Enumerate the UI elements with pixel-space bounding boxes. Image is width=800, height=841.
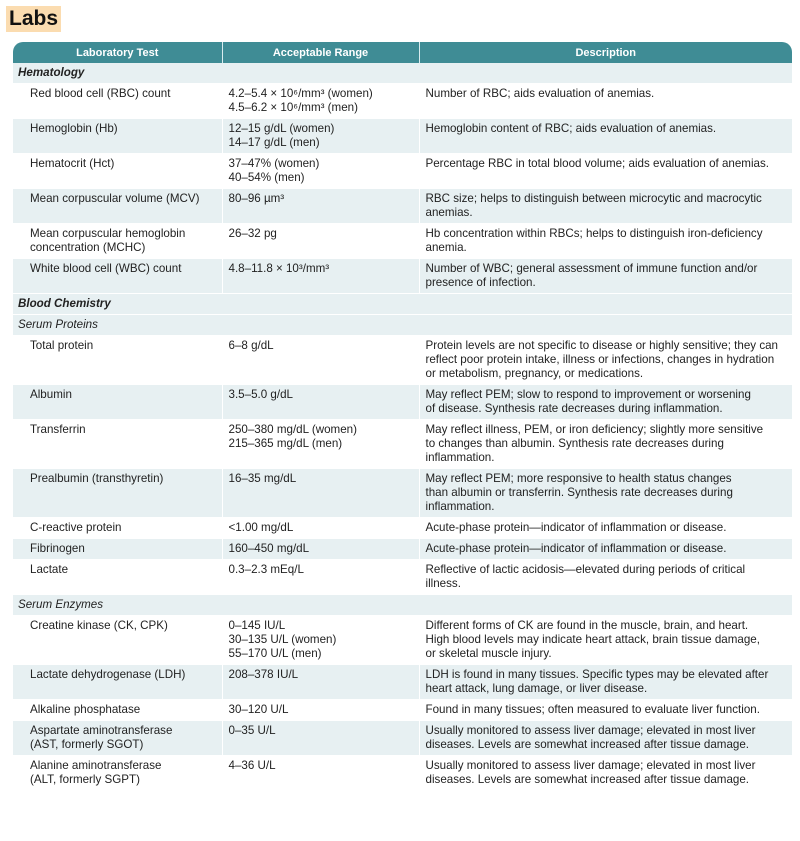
cell-line: Usually monitored to assess liver damage; elevated in most liver bbox=[425, 759, 756, 772]
cell-line: 12–15 g/dL (women) bbox=[228, 122, 335, 135]
cell-test bbox=[13, 518, 222, 539]
cell-description bbox=[419, 616, 792, 665]
cell-line: <1.00 mg/dL bbox=[228, 521, 294, 534]
cell-test bbox=[13, 119, 222, 154]
cell-test bbox=[13, 259, 222, 294]
table-row bbox=[13, 665, 792, 700]
cell-line: Lactate bbox=[30, 563, 69, 576]
cell-line: 40–54% (men) bbox=[228, 171, 305, 184]
table-row bbox=[13, 119, 792, 154]
cell-line: inflammation. bbox=[425, 451, 495, 464]
cell-line: Found in many tissues; often measured to evaluate liver function. bbox=[425, 703, 760, 716]
cell-range bbox=[222, 469, 419, 518]
cell-line: May reflect PEM; more responsive to health status changes bbox=[425, 472, 732, 485]
cell-line: inflammation. bbox=[425, 500, 495, 513]
table-row bbox=[13, 259, 792, 294]
cell-test bbox=[13, 539, 222, 560]
cell-description bbox=[419, 721, 792, 756]
cell-line: High blood levels may indicate heart attack, brain tissue damage, bbox=[425, 633, 760, 646]
cell-line: anemias. bbox=[425, 206, 473, 219]
table-row bbox=[13, 539, 792, 560]
cell-range bbox=[222, 539, 419, 560]
cell-range bbox=[222, 224, 419, 259]
cell-line: 30–120 U/L bbox=[228, 703, 289, 716]
cell-range bbox=[222, 385, 419, 420]
cell-line: 14–17 g/dL (men) bbox=[228, 136, 320, 149]
cell-line: Alanine aminotransferase bbox=[30, 759, 162, 772]
cell-description bbox=[419, 560, 792, 595]
cell-description bbox=[419, 385, 792, 420]
header-laboratory-test: Laboratory Test bbox=[13, 42, 222, 63]
cell-line: Different forms of CK are found in the muscle, brain, and heart. bbox=[425, 619, 749, 632]
cell-test bbox=[13, 700, 222, 721]
cell-line: 250–380 mg/dL (women) bbox=[228, 423, 357, 436]
table-row bbox=[13, 756, 792, 791]
cell-line: Percentage RBC in total blood volume; aids evaluation of anemias. bbox=[425, 157, 770, 170]
cell-description bbox=[419, 700, 792, 721]
section-heading-label: Blood Chemistry bbox=[13, 294, 792, 315]
cell-line: (ALT, formerly SGPT) bbox=[30, 773, 140, 786]
cell-description bbox=[419, 119, 792, 154]
section-heading bbox=[13, 63, 792, 84]
cell-description bbox=[419, 518, 792, 539]
cell-line: 160–450 mg/dL bbox=[228, 542, 310, 555]
cell-test bbox=[13, 665, 222, 700]
cell-description bbox=[419, 539, 792, 560]
cell-line: or skeletal muscle injury. bbox=[425, 647, 552, 660]
cell-range bbox=[222, 154, 419, 189]
cell-line: 16–35 mg/dL bbox=[228, 472, 297, 485]
page-title: Labs bbox=[6, 6, 61, 32]
cell-range bbox=[222, 616, 419, 665]
labs-table-body bbox=[13, 63, 792, 791]
table-row bbox=[13, 469, 792, 518]
cell-line: reflect poor protein intake, illness or infections, changes in hydration bbox=[425, 353, 775, 366]
cell-line: LDH is found in many tissues. Specific types may be elevated after bbox=[425, 668, 769, 681]
cell-line: Hematocrit (Hct) bbox=[30, 157, 115, 170]
subsection-heading bbox=[13, 595, 792, 616]
cell-test bbox=[13, 420, 222, 469]
cell-line: of disease. Synthesis rate decreases during inflammation. bbox=[425, 402, 723, 415]
cell-line: Alkaline phosphatase bbox=[30, 703, 141, 716]
cell-line: 4.2–5.4 × 10⁶/mm³ (women) bbox=[228, 87, 373, 100]
cell-line: Transferrin bbox=[30, 423, 86, 436]
table-header-row bbox=[13, 42, 792, 63]
table-row bbox=[13, 560, 792, 595]
cell-line: May reflect illness, PEM, or iron deficiency; slightly more sensitive bbox=[425, 423, 764, 436]
cell-line: Acute-phase protein—indicator of inflammation or disease. bbox=[425, 542, 727, 555]
cell-line: Hb concentration within RBCs; helps to distinguish iron-deficiency bbox=[425, 227, 763, 240]
cell-line: Aspartate aminotransferase bbox=[30, 724, 173, 737]
header-acceptable-range: Acceptable Range bbox=[222, 42, 419, 63]
cell-test bbox=[13, 84, 222, 119]
cell-range bbox=[222, 119, 419, 154]
cell-test bbox=[13, 756, 222, 791]
subsection-heading-label: Serum Enzymes bbox=[13, 595, 792, 616]
cell-test bbox=[13, 336, 222, 385]
cell-range bbox=[222, 756, 419, 791]
cell-line: 215–365 mg/dL (men) bbox=[228, 437, 343, 450]
cell-line: 30–135 U/L (women) bbox=[228, 633, 337, 646]
cell-line: 0–145 IU/L bbox=[228, 619, 286, 632]
cell-line: 55–170 U/L (men) bbox=[228, 647, 322, 660]
cell-line: 0.3–2.3 mEq/L bbox=[228, 563, 304, 576]
section-heading-label: Hematology bbox=[13, 63, 792, 84]
cell-test bbox=[13, 189, 222, 224]
cell-line: White blood cell (WBC) count bbox=[30, 262, 182, 275]
cell-line: Fibrinogen bbox=[30, 542, 85, 555]
cell-description bbox=[419, 189, 792, 224]
cell-line: 4.5–6.2 × 10⁶/mm³ (men) bbox=[228, 101, 358, 114]
table-row bbox=[13, 721, 792, 756]
cell-line: Mean corpuscular hemoglobin bbox=[30, 227, 186, 240]
cell-description bbox=[419, 336, 792, 385]
cell-line: to changes than albumin. Synthesis rate decreases during bbox=[425, 437, 724, 450]
cell-line: 80–96 µm³ bbox=[228, 192, 285, 205]
subsection-heading bbox=[13, 315, 792, 336]
cell-range bbox=[222, 518, 419, 539]
cell-line: Hemoglobin content of RBC; aids evaluation of anemias. bbox=[425, 122, 717, 135]
labs-table bbox=[13, 42, 792, 791]
cell-test bbox=[13, 721, 222, 756]
cell-line: 26–32 pg bbox=[228, 227, 277, 240]
cell-line: Acute-phase protein—indicator of inflammation or disease. bbox=[425, 521, 727, 534]
cell-line: Mean corpuscular volume (MCV) bbox=[30, 192, 200, 205]
cell-range bbox=[222, 721, 419, 756]
cell-line: presence of infection. bbox=[425, 276, 536, 289]
cell-test bbox=[13, 560, 222, 595]
cell-line: Number of RBC; aids evaluation of anemias. bbox=[425, 87, 655, 100]
cell-line: (AST, formerly SGOT) bbox=[30, 738, 144, 751]
cell-line: Number of WBC; general assessment of immune function and/or bbox=[425, 262, 758, 275]
table-row bbox=[13, 336, 792, 385]
table-row bbox=[13, 700, 792, 721]
cell-line: Total protein bbox=[30, 339, 94, 352]
cell-description bbox=[419, 154, 792, 189]
table-row bbox=[13, 518, 792, 539]
cell-line: Usually monitored to assess liver damage; elevated in most liver bbox=[425, 724, 756, 737]
cell-line: Creatine kinase (CK, CPK) bbox=[30, 619, 168, 632]
cell-range bbox=[222, 259, 419, 294]
cell-range bbox=[222, 84, 419, 119]
cell-range bbox=[222, 189, 419, 224]
cell-line: 0–35 U/L bbox=[228, 724, 276, 737]
cell-line: 3.5–5.0 g/dL bbox=[228, 388, 293, 401]
cell-line: 4.8–11.8 × 10³/mm³ bbox=[228, 262, 330, 275]
cell-range bbox=[222, 700, 419, 721]
cell-test bbox=[13, 224, 222, 259]
cell-line: RBC size; helps to distinguish between microcytic and macrocytic bbox=[425, 192, 762, 205]
cell-line: 208–378 IU/L bbox=[228, 668, 299, 681]
cell-line: or metabolism, pregnancy, or medications. bbox=[425, 367, 644, 380]
cell-line: Albumin bbox=[30, 388, 72, 401]
subsection-heading-label: Serum Proteins bbox=[13, 315, 792, 336]
cell-line: 4–36 U/L bbox=[228, 759, 276, 772]
cell-range bbox=[222, 665, 419, 700]
cell-description bbox=[419, 756, 792, 791]
cell-line: Reflective of lactic acidosis—elevated during periods of critical bbox=[425, 563, 746, 576]
table-row bbox=[13, 420, 792, 469]
cell-line: Hemoglobin (Hb) bbox=[30, 122, 118, 135]
cell-line: 37–47% (women) bbox=[228, 157, 320, 170]
cell-range bbox=[222, 336, 419, 385]
cell-test bbox=[13, 616, 222, 665]
cell-test bbox=[13, 469, 222, 518]
table-row bbox=[13, 385, 792, 420]
table-row bbox=[13, 84, 792, 119]
cell-line: heart attack, lung damage, or liver disease. bbox=[425, 682, 648, 695]
cell-test bbox=[13, 154, 222, 189]
cell-description bbox=[419, 469, 792, 518]
cell-line: C-reactive protein bbox=[30, 521, 122, 534]
cell-description bbox=[419, 420, 792, 469]
cell-line: 6–8 g/dL bbox=[228, 339, 274, 352]
cell-line: anemia. bbox=[425, 241, 467, 254]
cell-description bbox=[419, 665, 792, 700]
cell-description bbox=[419, 224, 792, 259]
table-row bbox=[13, 224, 792, 259]
cell-test bbox=[13, 385, 222, 420]
table-row bbox=[13, 616, 792, 665]
table-row bbox=[13, 154, 792, 189]
cell-line: Lactate dehydrogenase (LDH) bbox=[30, 668, 186, 681]
cell-line: May reflect PEM; slow to respond to improvement or worsening bbox=[425, 388, 751, 401]
cell-description bbox=[419, 84, 792, 119]
cell-line: diseases. Levels are somewhat increased after tissue damage. bbox=[425, 738, 750, 751]
table-row bbox=[13, 189, 792, 224]
cell-line: concentration (MCHC) bbox=[30, 241, 146, 254]
cell-description bbox=[419, 259, 792, 294]
cell-line: Red blood cell (RBC) count bbox=[30, 87, 171, 100]
cell-range bbox=[222, 420, 419, 469]
section-heading bbox=[13, 294, 792, 315]
header-description: Description bbox=[419, 42, 792, 63]
cell-line: Protein levels are not specific to disease or highly sensitive; they can bbox=[425, 339, 779, 352]
cell-range bbox=[222, 560, 419, 595]
cell-line: illness. bbox=[425, 577, 461, 590]
cell-line: than albumin or transferrin. Synthesis rate decreases during bbox=[425, 486, 733, 499]
cell-line: Prealbumin (transthyretin) bbox=[30, 472, 164, 485]
cell-line: diseases. Levels are somewhat increased after tissue damage. bbox=[425, 773, 750, 786]
